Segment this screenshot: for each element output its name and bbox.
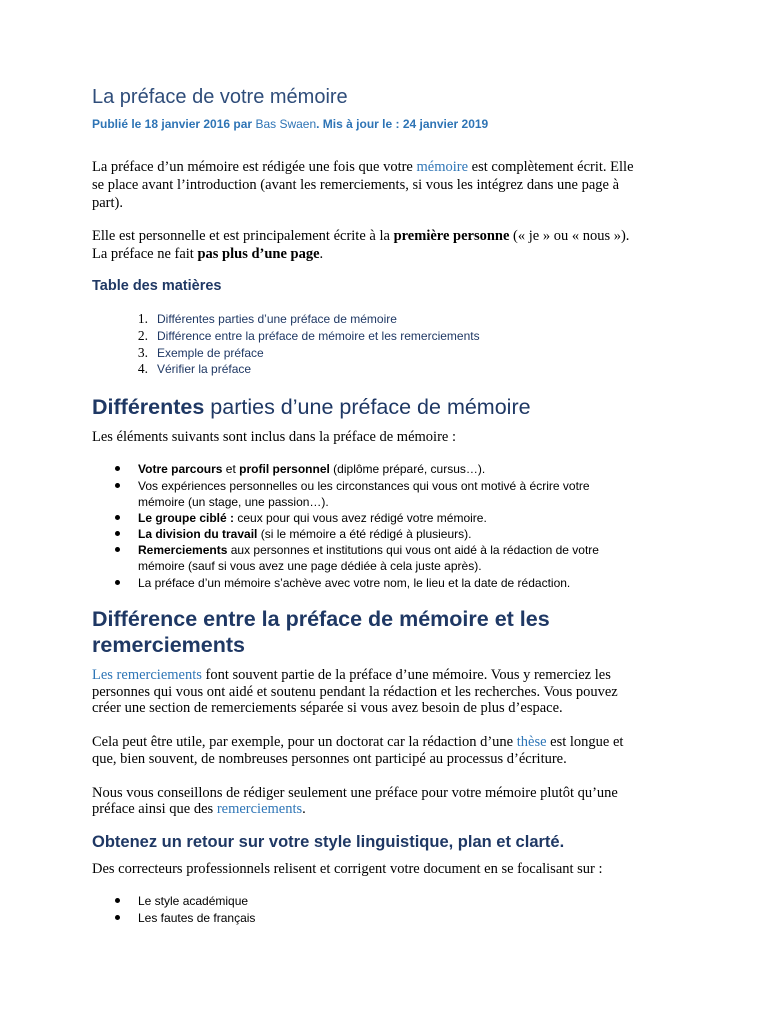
text: préface ainsi que des [92,801,217,817]
paragraph-line: personnes qui vous ont aidé et soutenu pendant la rédaction et les recherches. Vous pouvez [92,684,618,700]
toc-link[interactable]: Différence entre la préface de mémoire et les remerciements [157,329,480,343]
text: ceux pour qui vous avez rédigé votre mémoire. [234,511,487,525]
text: aux personnes et institutions qui vous ont aidé à la rédaction de votre [227,543,599,557]
bullet-icon [115,483,120,488]
text: et [222,462,240,476]
text: (diplôme préparé, cursus…). [329,462,486,476]
toc-number: 2. [137,328,148,343]
section-heading [92,394,531,420]
section-intro: Les éléments suivants sont inclus dans la préface de mémoire : [92,429,457,445]
emphasis: première personne [393,228,510,244]
intro-line: se place avant l’introduction (avant les remerciements, si vous les intégrez dans une page à [92,177,620,193]
list-item: La préface d’un mémoire s’achève avec votre nom, le lieu et la date de rédaction. [138,576,571,590]
text: . [302,801,306,817]
intro-line [92,158,634,176]
bullet-icon [115,466,120,471]
text: (« je » ou « nous »). [509,228,630,244]
list-item: Le style académique [138,894,249,908]
intro-line: part). [92,195,123,211]
these-link[interactable]: thèse [516,734,547,750]
text: Elle est personnelle et est principalement écrite à la [92,228,394,244]
emphasis: Remerciements [138,543,228,557]
list-item [138,461,485,477]
bullet-icon [115,915,120,920]
emphasis: Le groupe ciblé : [138,511,235,525]
text: . [319,246,324,262]
text: La préface ne fait [92,246,198,262]
section-intro: Des correcteurs professionnels relisent et corrigent votre document en se focalisant sur : [92,861,603,877]
paragraph-line: que, bien souvent, de nombreuses personnes ont participé au processus d’écriture. [92,751,567,767]
text: (si le mémoire a été rédigé à plusieurs). [257,527,472,541]
paragraph-line: créer une section de remerciements séparée si vous avez besoin de plus d’espace. [92,700,563,716]
bullet-icon [115,547,120,552]
publication-meta [92,117,488,131]
intro-line [92,227,629,245]
section-heading: Différence entre la préface de mémoire et les [92,607,550,631]
toc-link[interactable]: Vérifier la préface [157,362,252,376]
toc-link[interactable]: Différentes parties d’une préface de mémoire [157,312,397,326]
list-item [138,510,487,526]
paragraph-line [92,733,623,751]
paragraph-line [92,800,306,818]
toc-heading: Table des matières [92,278,222,294]
bullet-icon [115,531,120,536]
section-heading: Obtenez un retour sur votre style linguistique, plan et clarté. [92,833,565,851]
emphasis: profil personnel [239,462,330,476]
list-item [138,542,599,558]
page-title: La préface de votre mémoire [92,86,348,108]
emphasis: pas plus d’une page [197,246,320,262]
list-item: Les fautes de français [138,911,256,925]
remerciements-link[interactable]: remerciements [216,801,303,817]
toc-number: 4. [137,361,148,376]
published-date: Publié le 18 janvier 2016 par [92,117,256,131]
section-heading-continued: remerciements [92,633,245,657]
intro-line [92,245,323,263]
updated-date: . Mis à jour le : 24 janvier 2019 [316,117,489,131]
text: est longue et [546,734,624,750]
text: font souvent partie de la préface d’une mémoire. Vous y remerciez les [201,667,611,683]
list-item: Vos expériences personnelles ou les circonstances qui vous ont motivé à écrire votre [138,479,590,493]
remerciements-link[interactable]: Les remerciements [92,667,202,683]
heading-part: parties d’une préface de mémoire [204,395,531,419]
text: est complètement écrit. Elle [468,159,634,175]
bullet-icon [115,515,120,520]
heading-part: Différentes [92,395,205,419]
paragraph-line [92,666,611,684]
list-item [138,526,471,542]
emphasis: Votre parcours [138,462,223,476]
bullet-icon [115,580,120,585]
bullet-icon [115,898,120,903]
author-link[interactable]: Bas Swaen [255,117,317,131]
emphasis: La division du travail [138,527,258,541]
list-item-continued: mémoire (sauf si vous avez une page dédiée à cela juste après). [138,559,482,573]
toc-number: 3. [137,345,148,360]
list-item-continued: mémoire (un stage, une passion…). [138,495,329,509]
text: Cela peut être utile, par exemple, pour un doctorat car la rédaction d’une [92,734,517,750]
memoire-link[interactable]: mémoire [416,159,469,175]
toc-link[interactable]: Exemple de préface [157,346,264,360]
text: La préface d’un mémoire est rédigée une fois que votre [92,159,417,175]
toc-number: 1. [137,311,148,326]
paragraph-line: Nous vous conseillons de rédiger seulement une préface pour votre mémoire plutôt qu’une [92,785,618,801]
